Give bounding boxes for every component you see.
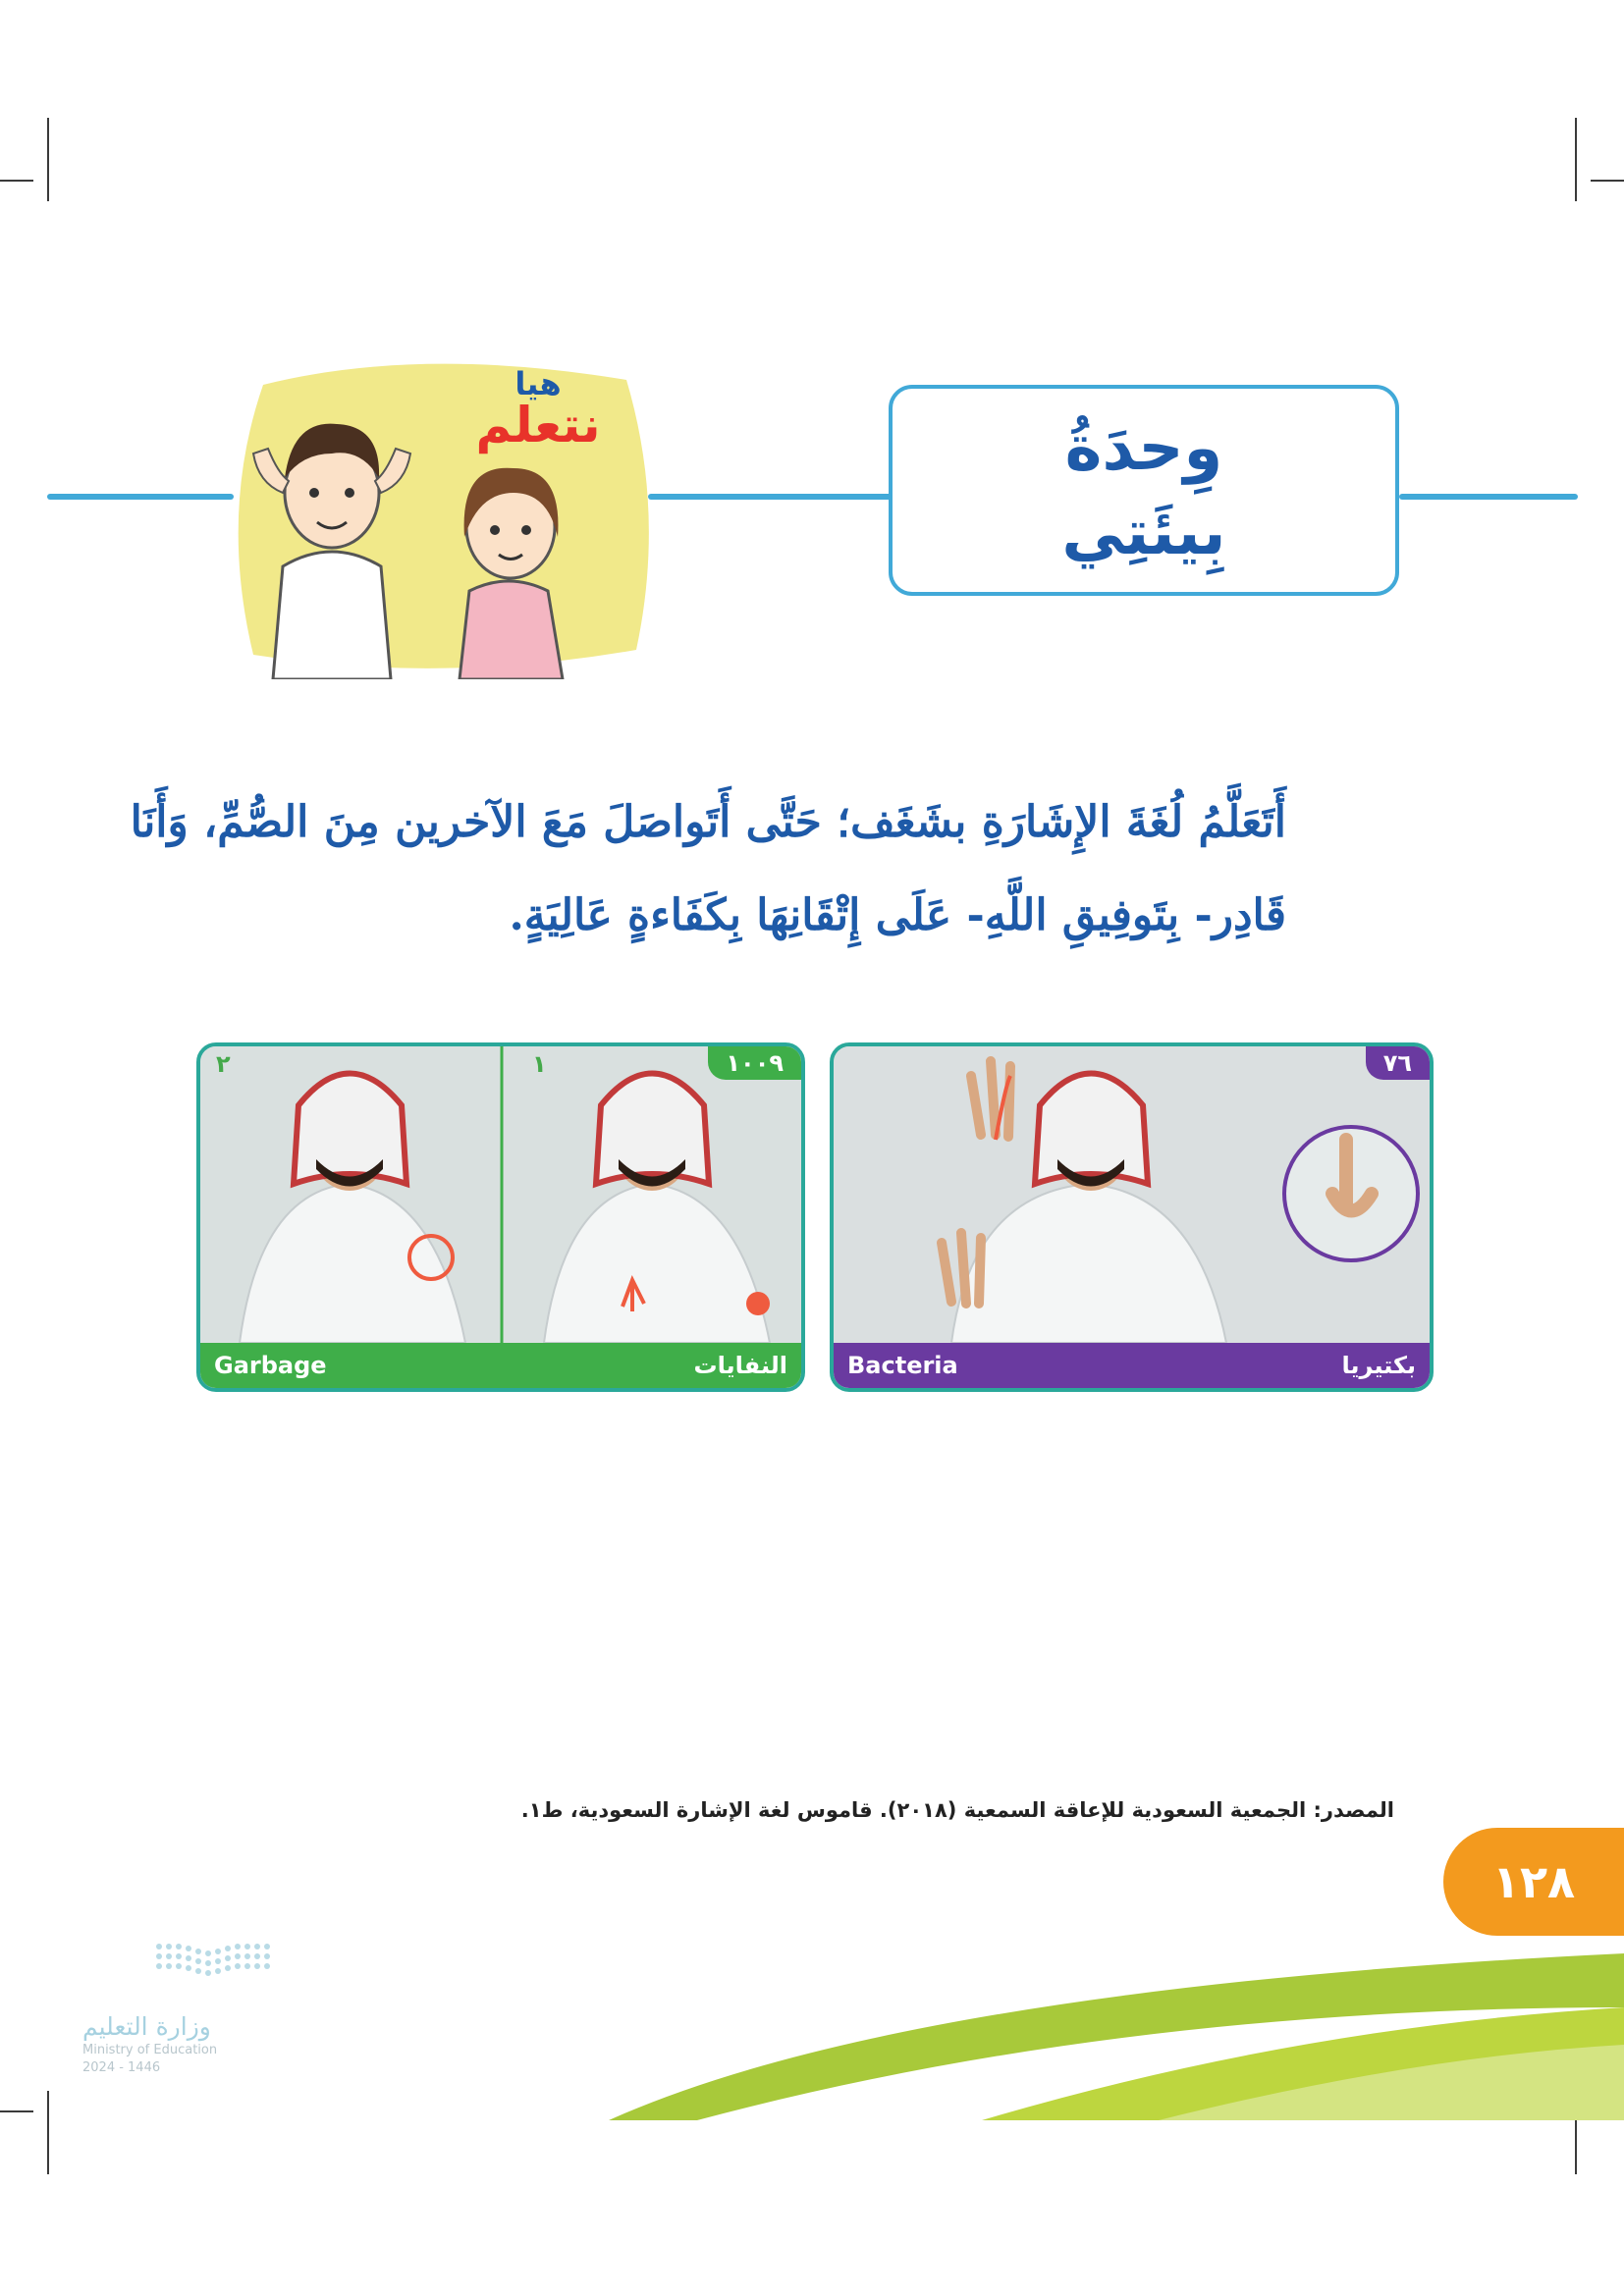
crop-mark	[0, 2110, 33, 2112]
header-line-left	[47, 494, 234, 500]
header-line-middle	[648, 494, 893, 500]
bacteria-sign-photo	[834, 1046, 1430, 1388]
garbage-step-2: ٢	[216, 1050, 231, 1078]
garbage-label-en: Garbage	[214, 1352, 327, 1379]
garbage-sign-number: ١٠٠٩	[708, 1046, 801, 1080]
bacteria-label-ar: بكتيريا	[1341, 1352, 1416, 1379]
unit-title-line2: بِيئَتِي	[1061, 496, 1226, 569]
crop-mark	[47, 118, 49, 201]
garbage-label-ar: النفايات	[693, 1352, 787, 1379]
bacteria-label-bar	[834, 1343, 1430, 1388]
badge-word-2: نتعلم	[475, 397, 601, 454]
garbage-label-bar	[200, 1343, 801, 1388]
garbage-sign-photos	[200, 1046, 801, 1388]
source-citation: المصدر: الجمعية السعودية للإعاقة السمعية (٢٠١٨). قاموس لغة الإشارة السعودية، ط١.	[520, 1798, 1394, 1822]
ministry-name-ar: وزارة التعليم	[82, 2012, 211, 2041]
crop-mark	[1591, 180, 1624, 182]
bacteria-label-en: Bacteria	[847, 1352, 958, 1379]
unit-title-box	[889, 385, 1399, 596]
lets-learn-badge-illustration	[224, 355, 656, 679]
sign-card-bacteria	[830, 1042, 1434, 1392]
intro-line-2: قَادِر- بِتَوفِيقِ اللَّهِ- عَلَى إِتْقَانِهَا بِكَفَاءةٍ عَالِيَةٍ.	[509, 890, 1286, 940]
decorative-swoosh	[609, 1949, 1624, 2120]
unit-title-line1: وِحدَةُ	[1064, 411, 1223, 485]
crop-mark	[47, 2091, 49, 2174]
badge-word-1: هيا	[514, 365, 562, 402]
sign-card-garbage	[196, 1042, 805, 1392]
bacteria-sign-number: ٧٦	[1366, 1046, 1430, 1080]
intro-line-1: أَتَعَلَّمُ لُغَةَ الإِشَارَةِ بشَغَف؛ حَتَّى أَتَواصَلَ مَعَ الآخرين مِنَ الصُّمِّ، وَأَنَا	[130, 797, 1286, 847]
intro-paragraph	[130, 775, 1286, 962]
ministry-name-en: Ministry of Education	[82, 2043, 218, 2057]
page-number-tab	[1443, 1828, 1624, 1936]
garbage-step-1: ١	[532, 1050, 547, 1078]
page-number: ١٢٨	[1491, 1855, 1576, 1908]
crop-mark	[0, 180, 33, 182]
crop-mark	[1575, 118, 1577, 201]
ministry-year: 2024 - 1446	[82, 2060, 161, 2075]
header-line-right	[1399, 494, 1578, 500]
